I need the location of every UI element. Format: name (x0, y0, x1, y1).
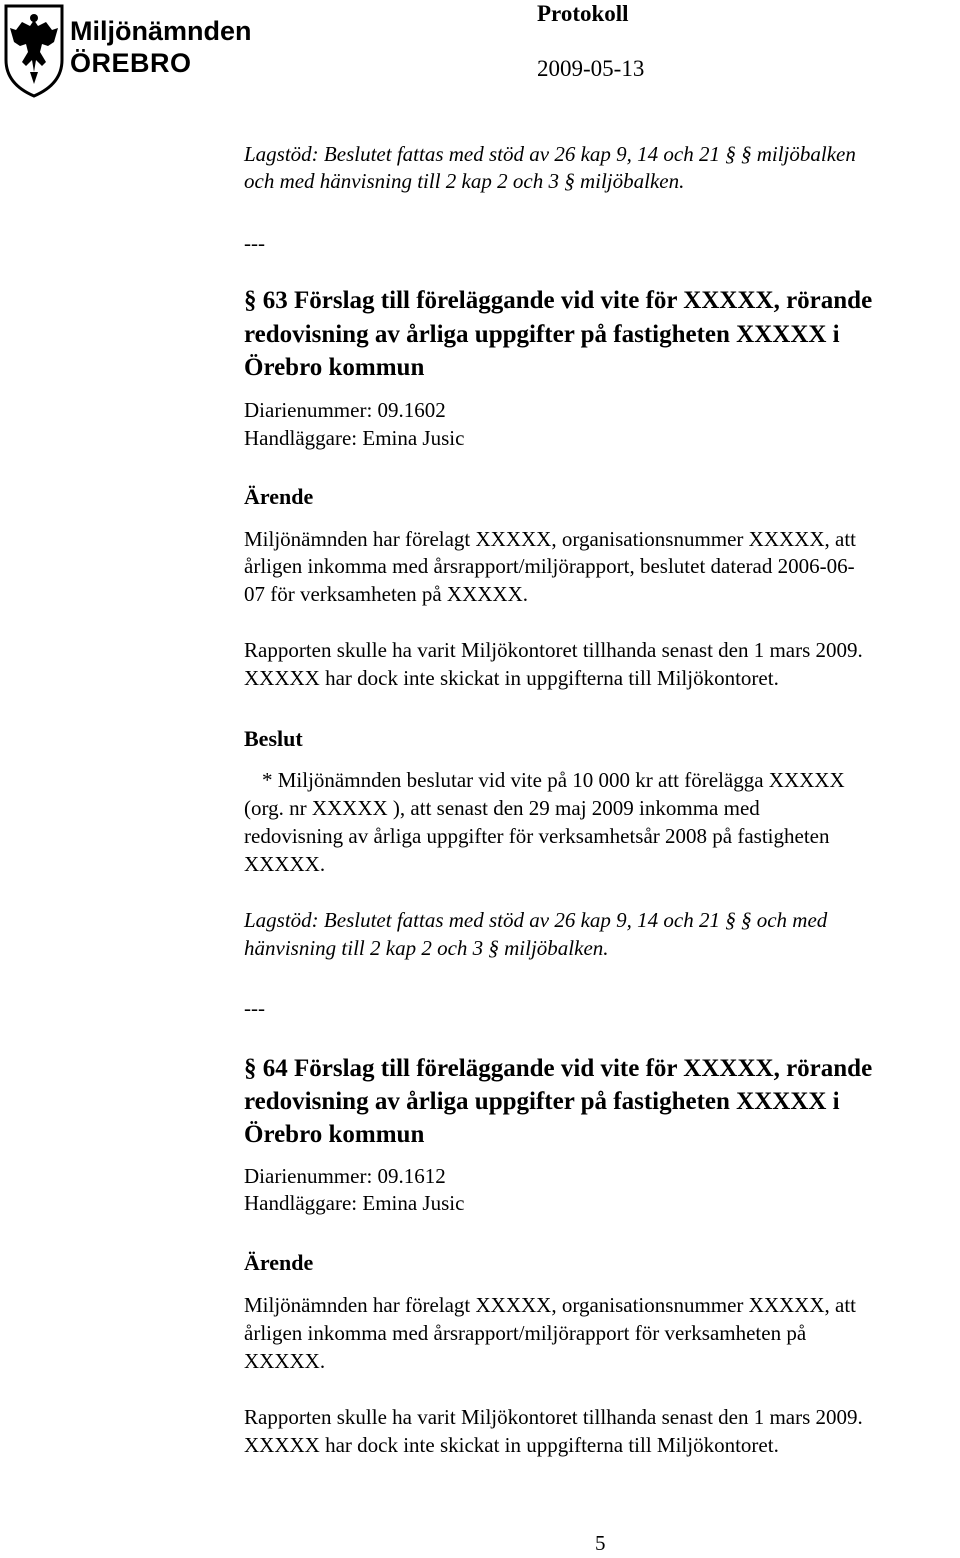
lagstod-line: Lagstöd: Beslutet fattas med stöd av 26 kap 9, 14 och 21 § § och med (244, 908, 828, 932)
logo (0, 0, 252, 100)
arende-text-line: årligen inkomma med årsrapport/miljörapport, beslutet daterad 2006-06- (244, 554, 855, 578)
lagstod-line: hänvisning till 2 kap 2 och 3 § miljöbalken. (244, 936, 609, 960)
doc-type: Protokoll (537, 1, 629, 26)
rapport-text-line: XXXXX har dock inte skickat in uppgifterna till Miljökontoret. (244, 666, 779, 690)
logo-text-miljonamnden: Miljönämnden (70, 16, 252, 46)
handlaggare: Handläggare: Emina Jusic (244, 1191, 465, 1215)
arende-text-line: Miljönämnden har förelagt XXXXX, organisationsnummer XXXXX, att (244, 1293, 856, 1317)
item-heading-line: redovisning av årliga uppgifter på fastigheten XXXXX i (244, 321, 840, 348)
item-heading-line: Örebro kommun (244, 1121, 425, 1148)
diarienummer: Diarienummer: 09.1602 (244, 398, 446, 422)
item-heading-line: § 64 Förslag till föreläggande vid vite för XXXXX, rörande (244, 1055, 873, 1082)
arende-text-line: XXXXX. (244, 1349, 326, 1373)
separator: --- (244, 996, 265, 1020)
doc-date: 2009-05-13 (537, 56, 645, 81)
item-heading-line: redovisning av årliga uppgifter på fastigheten XXXXX i (244, 1088, 840, 1115)
lagstod-line: Lagstöd: Beslutet fattas med stöd av 26 kap 9, 14 och 21 § § miljöbalken (244, 142, 856, 166)
eagle-crest-icon (2, 2, 66, 98)
page-number: 5 (595, 1531, 606, 1555)
beslut-text-line: (org. nr XXXXX ), att senast den 29 maj 2009 inkomma med (244, 796, 760, 820)
arende-text-line: Miljönämnden har förelagt XXXXX, organisationsnummer XXXXX, att (244, 527, 856, 551)
beslut-text-line: redovisning av årliga uppgifter för verksamhetsår 2008 på fastigheten (244, 824, 830, 848)
arende-text-line: 07 för verksamheten på XXXXX. (244, 582, 529, 606)
lagstod-line: och med hänvisning till 2 kap 2 och 3 § miljöbalken. (244, 169, 685, 193)
diarienummer: Diarienummer: 09.1612 (244, 1164, 446, 1188)
logo-text-orebro: ÖREBRO (70, 48, 192, 78)
beslut-label: Beslut (244, 726, 303, 751)
separator: --- (244, 231, 265, 255)
rapport-text-line: XXXXX har dock inte skickat in uppgifterna till Miljökontoret. (244, 1433, 779, 1457)
beslut-text-line: XXXXX. (244, 852, 326, 876)
beslut-text-line: * Miljönämnden beslutar vid vite på 10 000 kr att förelägga XXXXX (262, 768, 845, 792)
handlaggare: Handläggare: Emina Jusic (244, 426, 465, 450)
item-heading-line: § 63 Förslag till föreläggande vid vite för XXXXX, rörande (244, 287, 873, 314)
rapport-text-line: Rapporten skulle ha varit Miljökontoret tillhanda senast den 1 mars 2009. (244, 1405, 863, 1429)
rapport-text-line: Rapporten skulle ha varit Miljökontoret tillhanda senast den 1 mars 2009. (244, 638, 863, 662)
item-heading-line: Örebro kommun (244, 354, 425, 381)
arende-label: Ärende (244, 484, 314, 509)
arende-text-line: årligen inkomma med årsrapport/miljörapport för verksamheten på (244, 1321, 807, 1345)
arende-label: Ärende (244, 1250, 314, 1275)
